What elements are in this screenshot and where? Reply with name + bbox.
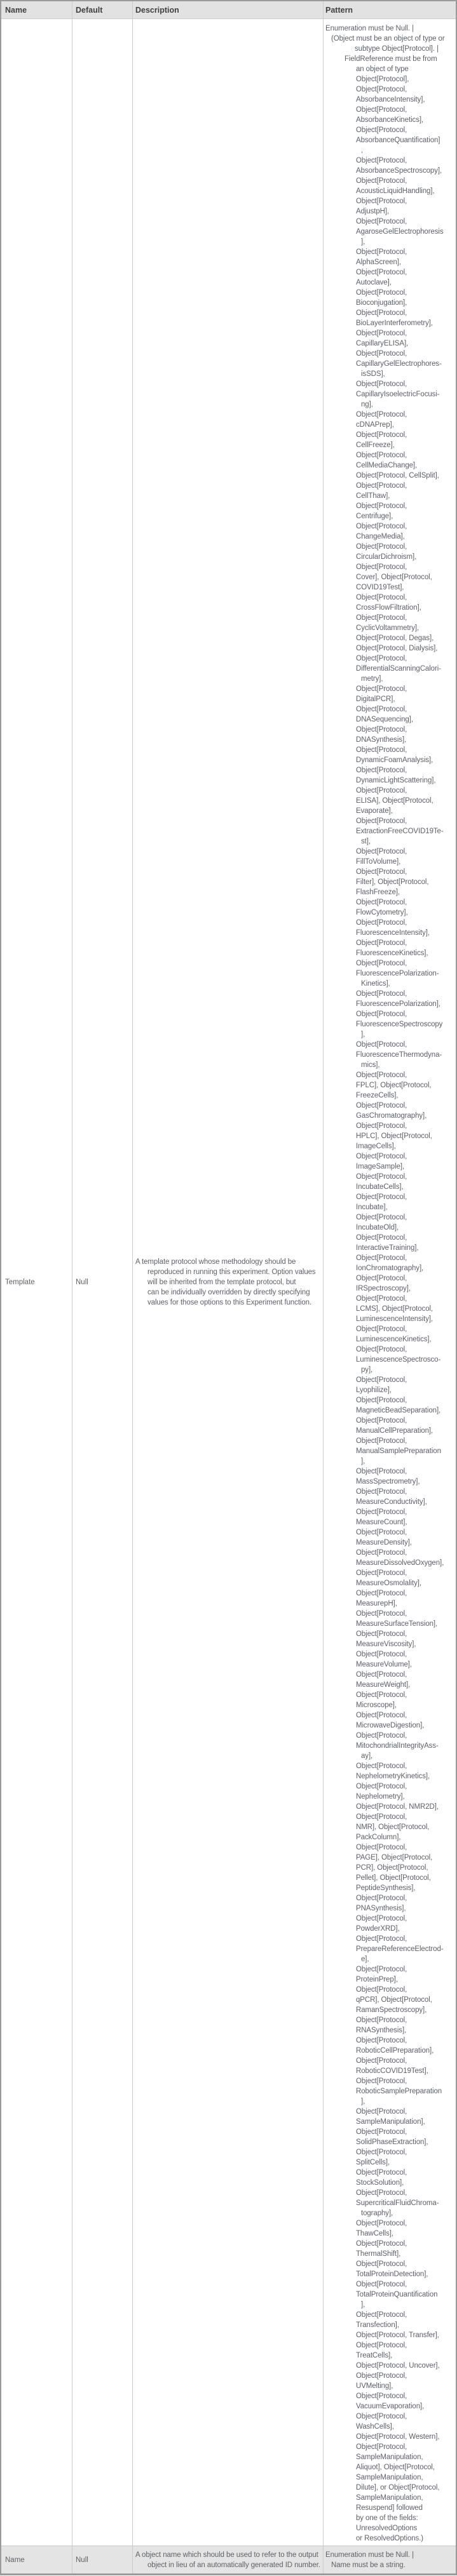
pattern-line: CapillaryGelElectrophores-	[356, 360, 442, 368]
pattern-line: Object[Protocol,	[356, 1895, 407, 1902]
pattern-line: Object[Protocol,	[356, 2077, 407, 2085]
pattern-line: MitochondrialIntegrityAss-	[356, 1742, 439, 1750]
pattern-line: Object[Protocol,	[356, 1102, 407, 1110]
pattern-line: Object[Protocol,	[356, 1071, 407, 1079]
pattern-line: (Object must be an object of type or	[331, 35, 445, 43]
description-line: reproduced in running this experiment. Option values	[147, 1268, 316, 1276]
pattern-line: Object[Protocol,	[356, 86, 407, 93]
pattern-line: py],	[361, 1366, 373, 1374]
pattern-line: RamanSpectroscopy],	[356, 2006, 427, 2014]
pattern-line: UVMelting],	[356, 2382, 393, 2390]
pattern-line: Object[Protocol,	[356, 899, 407, 906]
pattern-line: Object[Protocol,	[356, 706, 407, 713]
pattern-line: PCR], Object[Protocol,	[356, 1864, 428, 1872]
description-line: will be inherited from the template protocol, but	[147, 1278, 296, 1286]
pattern-line: AgaroseGelElectrophoresis	[356, 228, 444, 236]
pattern-line: LuminescenceSpectrosco-	[356, 1356, 441, 1364]
pattern-line: AbsorbanceIntensity],	[356, 96, 425, 104]
description-line: A template protocol whose methodology should be	[135, 1258, 296, 1266]
pattern-line: cDNAPrep],	[356, 421, 394, 429]
pattern-line: ng],	[361, 401, 373, 408]
pattern-line: Enumeration must be Null. |	[325, 25, 414, 32]
pattern-line: RoboticCellPreparation],	[356, 2047, 434, 2055]
pattern-line: Object[Protocol,	[356, 1193, 407, 1201]
option-default-value: Null	[76, 2556, 88, 2564]
pattern-line: Cover], Object[Protocol,	[356, 574, 432, 581]
pattern-line: Nephelometry],	[356, 1793, 405, 1801]
pattern-line: Object[Protocol,	[356, 411, 407, 419]
pattern-line: Object[Protocol,	[356, 2189, 407, 2197]
option-name: Template	[5, 1278, 35, 1286]
pattern-line: TotalProteinQuantification	[356, 2291, 438, 2298]
pattern-line: DifferentialScanningCalori-	[356, 665, 441, 673]
pattern-line: FluorescencePolarization],	[356, 1000, 440, 1008]
pattern-line: Kinetics],	[361, 980, 390, 988]
pattern-line: Object[Protocol,	[356, 614, 407, 622]
pattern-line: Object[Protocol,	[356, 2108, 407, 2116]
pattern-line: Resuspend] followed	[356, 2504, 423, 2512]
pattern-line: MeasurepH],	[356, 1600, 397, 1607]
pattern-line: Bioconjugation],	[356, 299, 407, 307]
pattern-line: Filter], Object[Protocol,	[356, 878, 429, 886]
template-row-name-cell	[1, 19, 72, 2546]
pattern-line: Object[Protocol,	[356, 2260, 407, 2268]
pattern-line: Object[Protocol,	[356, 1234, 407, 1242]
pattern-line: RoboticSamplePreparation	[356, 2088, 442, 2095]
pattern-line: Object[Protocol,	[356, 1173, 407, 1181]
pattern-line: Object[Protocol,	[356, 1630, 407, 1638]
pattern-line: NMR], Object[Protocol,	[356, 1823, 430, 1831]
pattern-line: Transfection],	[356, 2321, 399, 2329]
pattern-line: Object[Protocol,	[356, 1275, 407, 1282]
pattern-line: SolidPhaseExtraction],	[356, 2138, 428, 2146]
pattern-line: LuminescenceIntensity],	[356, 1315, 433, 1323]
column-header-name-label: Name	[5, 5, 27, 15]
pattern-line: Object[Protocol,	[356, 2392, 407, 2400]
column-header-pattern-label: Pattern	[325, 5, 353, 15]
pattern-line: Pellet], Object[Protocol,	[356, 1874, 431, 1882]
pattern-line: Object[Protocol,	[356, 1762, 407, 1770]
name-row-name-cell	[1, 2546, 72, 2573]
pattern-line: AdjustpH],	[356, 208, 390, 215]
pattern-line: DNASynthesis],	[356, 736, 407, 744]
pattern-line: IncubateOld],	[356, 1224, 399, 1231]
pattern-line: qPCR], Object[Protocol,	[356, 1996, 432, 2004]
pattern-line: Object[Protocol,	[356, 1569, 407, 1577]
pattern-line: MeasureWeight],	[356, 1681, 411, 1689]
pattern-line: metry],	[361, 675, 383, 683]
pattern-line: Object[Protocol,	[356, 1214, 407, 1221]
pattern-line: AbsorbanceSpectroscopy],	[356, 167, 442, 175]
pattern-line: Object[Protocol,	[356, 767, 407, 774]
pattern-line: Object[Protocol,	[356, 330, 407, 337]
pattern-line: or ResolvedOptions.)	[356, 2535, 424, 2542]
pattern-line: Object[Protocol,	[356, 848, 407, 855]
pattern-line: BioLayerInterferometry],	[356, 319, 433, 327]
pattern-line: Object[Protocol,	[356, 1254, 407, 1262]
pattern-line: ImageCells],	[356, 1143, 396, 1150]
pattern-line: Object[Protocol,	[356, 157, 407, 164]
pattern-line: DNASequencing],	[356, 716, 413, 723]
pattern-line: LCMS], Object[Protocol,	[356, 1305, 433, 1313]
pattern-line: TotalProteinDetection],	[356, 2271, 428, 2278]
pattern-line: Object[Protocol,	[356, 1844, 407, 1851]
column-header-default-label: Default	[76, 5, 103, 15]
pattern-line: Object[Protocol,	[356, 2281, 407, 2288]
option-name: Name	[5, 2556, 25, 2564]
pattern-line: Object[Protocol,	[356, 1651, 407, 1658]
pattern-line: Object[Protocol,	[356, 2128, 407, 2136]
pattern-line: Object[Protocol,	[356, 1488, 407, 1496]
pattern-line: Object[Protocol,	[356, 1590, 407, 1597]
pattern-line: MagneticBeadSeparation],	[356, 1407, 441, 1414]
pattern-line: PeptideSynthesis],	[356, 1884, 416, 1892]
pattern-line: Lyophilize],	[356, 1386, 392, 1394]
pattern-line: CellThaw],	[356, 492, 390, 500]
pattern-line: Object[Protocol,	[356, 2413, 407, 2420]
pattern-line: IRSpectroscopy],	[356, 1285, 411, 1292]
pattern-line: subtype Object[Protocol]. |	[355, 45, 439, 53]
pattern-line: FluorescenceThermodyna-	[356, 1051, 442, 1059]
pattern-line: MeasureCount],	[356, 1519, 407, 1526]
pattern-line: Object[Protocol,	[356, 1966, 407, 1973]
pattern-line: Object[Protocol, NMR2D],	[356, 1803, 439, 1811]
pattern-line: Name must be a string.	[331, 2561, 406, 2569]
pattern-line: CircularDichroism],	[356, 553, 417, 561]
pattern-line: Object[Protocol,	[356, 1346, 407, 1353]
pattern-line: Object[Protocol,	[356, 2443, 407, 2451]
pattern-line: Object[Protocol,	[356, 960, 407, 967]
pattern-line: AbsorbanceKinetics],	[356, 116, 424, 124]
pattern-line: FlowCytometry],	[356, 909, 408, 916]
pattern-line: COVID19Test],	[356, 584, 404, 591]
pattern-line: SampleManipulation,	[356, 2474, 423, 2481]
pattern-line: InteractiveTraining],	[356, 1244, 419, 1252]
pattern-line: Object[Protocol,	[356, 594, 407, 601]
pattern-line: Enumeration must be Null. |	[325, 2551, 414, 2559]
pattern-line: Object[Protocol,	[356, 1010, 407, 1018]
pattern-line: GasChromatography],	[356, 1112, 427, 1120]
description-line: can be individually overridden by directly specifying	[147, 1289, 310, 1296]
pattern-line: Evaporate],	[356, 807, 393, 815]
template-row-pattern-cell	[323, 19, 456, 2546]
pattern-line: CyclicVoltammetry],	[356, 624, 419, 632]
pattern-line: ],	[361, 2098, 365, 2105]
description-line: A object name which should be used to refer to the output	[135, 2551, 318, 2559]
pattern-line: Object[Protocol,	[356, 787, 407, 795]
pattern-line: Object[Protocol,	[356, 1376, 407, 1384]
pattern-line: Object[Protocol,	[356, 726, 407, 734]
pattern-line: SplitCells],	[356, 2159, 390, 2166]
pattern-line: MassSpectrometry],	[356, 1478, 420, 1486]
pattern-line: Object[Protocol,	[356, 1549, 407, 1557]
pattern-line: Object[Protocol,	[356, 817, 407, 825]
template-row-description-cell	[132, 19, 323, 2546]
pattern-line: e],	[361, 1955, 369, 1963]
pattern-line: Object[Protocol,	[356, 1508, 407, 1516]
pattern-line: Object[Protocol,	[356, 1712, 407, 1719]
pattern-line: SampleManipulation,	[356, 2453, 423, 2461]
pattern-line: NephelometryKinetics],	[356, 1773, 430, 1780]
pattern-line: ExtractionFreeCOVID19Te-	[356, 828, 444, 835]
pattern-line: ],	[361, 2301, 365, 2309]
pattern-line: FluorescenceSpectroscopy	[356, 1021, 443, 1028]
pattern-line: ThawCells],	[356, 2230, 393, 2237]
pattern-line: an object of type	[356, 65, 409, 73]
pattern-line: CapillaryELISA],	[356, 340, 409, 347]
pattern-line: CellFreeze],	[356, 441, 395, 449]
pattern-line: Object[Protocol,	[356, 309, 407, 317]
pattern-line: MeasureDensity],	[356, 1539, 412, 1546]
pattern-line: RNASynthesis],	[356, 2027, 407, 2034]
pattern-line: Object[Protocol,	[356, 2149, 407, 2156]
pattern-line: FluorescencePolarization-	[356, 970, 439, 977]
pattern-line: FillToVolume],	[356, 858, 401, 866]
pattern-line: Object[Protocol,	[356, 1610, 407, 1618]
pattern-line: tography],	[361, 2210, 393, 2217]
pattern-line: SampleManipulation,	[356, 2494, 423, 2502]
pattern-line: CellMediaChange],	[356, 462, 418, 469]
pattern-line: MeasureConductivity],	[356, 1498, 427, 1506]
pattern-line: Object[Protocol,	[356, 1397, 407, 1404]
pattern-line: Object[Protocol,	[356, 1041, 407, 1049]
pattern-line: Object[Protocol,	[356, 1437, 407, 1445]
pattern-line: DynamicFoamAnalysis],	[356, 756, 433, 764]
pattern-line: ManualSamplePreparation	[356, 1447, 441, 1455]
column-header-name	[1, 1, 72, 19]
pattern-line: WashCells],	[356, 2423, 394, 2431]
pattern-line: Dilute], or Object[Protocol,	[356, 2484, 440, 2492]
pattern-line: Object[Protocol,	[356, 543, 407, 551]
pattern-line: Object[Protocol,	[356, 2057, 407, 2065]
column-header-pattern	[323, 1, 456, 19]
pattern-line: Object[Protocol,	[356, 1529, 407, 1536]
pattern-line: Object[Protocol,	[356, 2240, 407, 2248]
pattern-line: Object[Protocol,	[356, 482, 407, 490]
pattern-line: MeasureDissolvedOxygen],	[356, 1559, 444, 1567]
column-header-default	[72, 1, 132, 19]
option-description	[135, 1257, 323, 1308]
pattern-line: Autoclave],	[356, 279, 392, 286]
pattern-line: Object[Protocol,	[356, 1935, 407, 1943]
pattern-line: HPLC], Object[Protocol,	[356, 1132, 432, 1140]
pattern-line: MeasureOsmolality],	[356, 1580, 421, 1587]
pattern-line: StockSolution],	[356, 2179, 404, 2187]
column-header-description	[132, 1, 323, 19]
pattern-line: Object[Protocol,	[356, 1122, 407, 1130]
pattern-line: UnresolvedOptions	[356, 2525, 418, 2532]
pattern-line: CapillaryIsoelectricFocusi-	[356, 391, 440, 398]
name-row-description-cell	[132, 2546, 323, 2573]
pattern-line: IncubateCells],	[356, 1183, 404, 1191]
option-description	[135, 2550, 323, 2570]
pattern-line: Object[Protocol,	[356, 2311, 407, 2319]
pattern-line: Object[Protocol,	[356, 126, 407, 134]
pattern-line: Object[Protocol,	[356, 1915, 407, 1922]
pattern-line: PowderXRD],	[356, 1925, 400, 1933]
pattern-line: Aliquot], Object[Protocol,	[356, 2464, 435, 2471]
pattern-line: AcousticLiquidHandling],	[356, 187, 435, 195]
pattern-line: Object[Protocol,	[356, 452, 407, 459]
pattern-line: Object[Protocol,	[356, 2016, 407, 2024]
pattern-line: Object[Protocol,	[356, 746, 407, 754]
pattern-line: Object[Protocol,	[356, 523, 407, 530]
pattern-line: FPLC], Object[Protocol,	[356, 1082, 432, 1089]
pattern-line: Object[Protocol,	[356, 177, 407, 185]
name-row-pattern-cell	[323, 2546, 456, 2573]
pattern-line: Object[Protocol],	[356, 76, 409, 83]
pattern-line: ],	[361, 1458, 365, 1465]
pattern-line: ProteinPrep],	[356, 1976, 398, 1983]
pattern-line: Object[Protocol, Uncover],	[356, 2362, 440, 2370]
pattern-line: IonChromatography],	[356, 1265, 424, 1272]
pattern-line: MeasureViscosity],	[356, 1640, 416, 1648]
pattern-line: Object[Protocol,	[356, 990, 407, 998]
pattern-line: Object[Protocol,	[356, 2342, 407, 2349]
pattern-line: RoboticCOVID19Test],	[356, 2067, 428, 2075]
pattern-line: Object[Protocol,	[356, 1813, 407, 1821]
column-header-description-label: Description	[135, 5, 179, 15]
pattern-line: Object[Protocol,	[356, 198, 407, 205]
pattern-line: Object[Protocol, CellSplit],	[356, 472, 439, 480]
pattern-line: TreatCells],	[356, 2352, 393, 2359]
pattern-line: Object[Protocol,	[356, 218, 407, 225]
pattern-line: Object[Protocol, Transfer],	[356, 2331, 439, 2339]
description-line: values for those options to this Experiment function.	[147, 1299, 312, 1306]
pattern-line: MeasureVolume],	[356, 1661, 412, 1668]
pattern-line: Object[Protocol,	[356, 2037, 407, 2044]
template-row-default-cell	[72, 19, 132, 2546]
pattern-line: ELISA], Object[Protocol,	[356, 797, 433, 805]
pattern-line: PackColumn],	[356, 1834, 401, 1841]
pattern-line: Object[Protocol,	[356, 1986, 407, 1994]
pattern-line: ManualCellPreparation],	[356, 1427, 433, 1435]
option-default-value: Null	[76, 1278, 88, 1286]
pattern-line: Object[Protocol,	[356, 1732, 407, 1740]
pattern-line: Object[Protocol,	[356, 563, 407, 571]
pattern-line: Object[Protocol,	[356, 289, 407, 297]
pattern-line: Object[Protocol,	[356, 919, 407, 927]
pattern-line: FreezeCells],	[356, 1092, 399, 1099]
pattern-line: Object[Protocol,	[356, 380, 407, 388]
pattern-line: DigitalPCR],	[356, 695, 395, 703]
pattern-line: Object[Protocol,	[356, 1295, 407, 1303]
pattern-line: mics],	[361, 1061, 380, 1069]
pattern-line: FlashFreeze],	[356, 889, 400, 896]
pattern-line: PrepareReferenceElectrod-	[356, 1945, 444, 1953]
pattern-line: PAGE], Object[Protocol,	[356, 1854, 433, 1862]
pattern-line: FluorescenceIntensity],	[356, 929, 430, 937]
pattern-line: Object[Protocol,	[356, 1783, 407, 1790]
pattern-line: Object[Protocol,	[356, 2169, 407, 2177]
pattern-line: CrossFlowFiltration],	[356, 604, 421, 612]
pattern-line: Object[Protocol,	[356, 1417, 407, 1425]
pattern-line: ],	[361, 1031, 365, 1038]
pattern-line: Centrifuge],	[356, 513, 393, 520]
pattern-line: Object[Protocol,	[356, 1325, 407, 1333]
pattern-line: PNASynthesis],	[356, 1905, 406, 1912]
pattern-line: Microscope],	[356, 1701, 397, 1709]
pattern-line: ChangeMedia],	[356, 533, 405, 540]
pattern-line: AlphaScreen],	[356, 258, 401, 266]
pattern-line: Object[Protocol,	[356, 1671, 407, 1679]
pattern-line: Object[Protocol,	[356, 685, 407, 693]
pattern-line: ay],	[361, 1752, 373, 1760]
name-row-default-cell	[72, 2546, 132, 2573]
pattern-line: Object[Protocol,	[356, 1468, 407, 1475]
pattern-line: Object[Protocol,	[356, 655, 407, 662]
pattern-line: LuminescenceKinetics],	[356, 1336, 432, 1343]
pattern-line: MicrowaveDigestion],	[356, 1722, 425, 1729]
pattern-line: Object[Protocol,	[356, 2372, 407, 2380]
pattern-line: Object[Protocol,	[356, 248, 407, 256]
pattern-line: Object[Protocol, Dialysis],	[356, 645, 438, 652]
pattern-line: FieldReference must be from	[344, 55, 437, 63]
pattern-line: ImageSample],	[356, 1163, 405, 1171]
pattern-line: Object[Protocol,	[356, 269, 407, 276]
pattern-line: Object[Protocol,	[356, 1153, 407, 1160]
description-line: object in lieu of an automatically generated ID number.	[147, 2561, 320, 2569]
pattern-line: isSDS],	[361, 370, 385, 378]
pattern-line: Object[Protocol,	[356, 431, 407, 439]
pattern-line: Object[Protocol,	[356, 939, 407, 947]
pattern-line: VacuumEvaporation],	[356, 2403, 425, 2410]
pattern-line: Object[Protocol,	[356, 2220, 407, 2227]
pattern-line: ThermalShift],	[356, 2250, 401, 2258]
pattern-line: MeasureSurfaceTension],	[356, 1620, 438, 1628]
pattern-line: Object[Protocol,	[356, 1691, 407, 1699]
pattern-line: Object[Protocol,	[356, 106, 407, 114]
pattern-line: FluorescenceKinetics],	[356, 949, 428, 957]
pattern-line: Object[Protocol,	[356, 868, 407, 876]
pattern-line: ,	[361, 147, 364, 154]
pattern-line: st],	[361, 838, 371, 845]
pattern-line: Object[Protocol,	[356, 502, 407, 510]
pattern-line: SampleManipulation],	[356, 2118, 425, 2126]
pattern-line: DynamicLightScattering],	[356, 777, 436, 784]
pattern-line: SupercriticalFluidChroma-	[356, 2199, 439, 2207]
pattern-line: by one of the fields:	[356, 2514, 418, 2522]
pattern-line: ],	[361, 238, 365, 246]
pattern-line: AbsorbanceQuantification]	[356, 137, 440, 144]
pattern-line: Object[Protocol, Western],	[356, 2433, 440, 2441]
pattern-line: Object[Protocol,	[356, 350, 407, 358]
pattern-line: Object[Protocol, Degas],	[356, 634, 434, 642]
pattern-line: Incubate],	[356, 1204, 388, 1211]
